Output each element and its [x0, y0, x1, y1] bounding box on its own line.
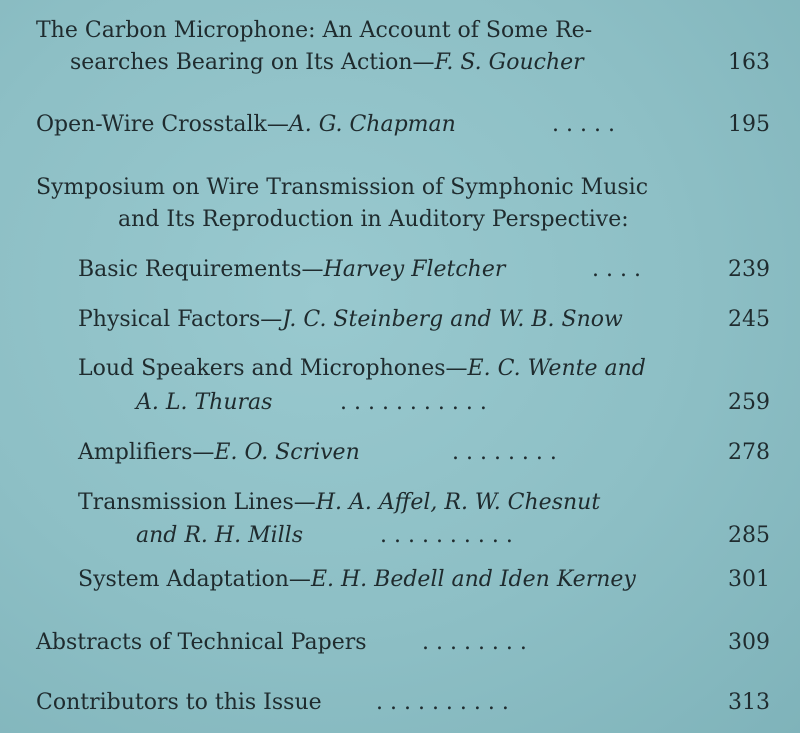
page-number: 239: [728, 257, 770, 282]
leader-dots: . . . . . . . . . .: [376, 690, 509, 715]
leader-dots: . . . . . . . .: [422, 630, 527, 655]
entry-title: searches Bearing on Its Action—: [70, 50, 435, 75]
entry-author: A. G. Chapman: [288, 112, 456, 137]
entry-title: Basic Requirements—: [78, 257, 324, 282]
page-number: 163: [728, 50, 770, 75]
entry-title: Loud Speakers and Microphones—: [78, 356, 468, 381]
leader-dots: . . . . .: [552, 112, 615, 137]
entry-author: J. C. Steinberg and W. B. Snow: [282, 307, 623, 332]
entry-author: Harvey Fletcher: [323, 257, 506, 282]
page-number: 301: [728, 567, 770, 592]
entry-author: F. S. Goucher: [434, 50, 584, 75]
page-number: 245: [728, 307, 770, 332]
entry-title: System Adaptation—: [78, 567, 311, 592]
entry-title: The Carbon Microphone: An Account of Some Re-: [36, 18, 593, 43]
entry-title: Contributors to this Issue: [36, 690, 322, 715]
entry-author: E. C. Wente and: [467, 356, 646, 381]
leader-dots: . . . . . . . . . .: [380, 523, 513, 548]
entry-title: Amplifiers—: [78, 440, 215, 465]
entry-title: Abstracts of Technical Papers: [36, 630, 367, 655]
page-number: 195: [728, 112, 770, 137]
entry-title: Open-Wire Crosstalk—: [36, 112, 289, 137]
leader-dots: . . . . . . . . . . .: [340, 390, 487, 415]
entry-title: Transmission Lines—: [78, 490, 316, 515]
page-number: 285: [728, 523, 770, 548]
entry-author: E. H. Bedell and Iden Kerney: [310, 567, 636, 592]
entry-title: Symposium on Wire Transmission of Symphonic Music: [36, 175, 649, 200]
entry-title: Physical Factors—: [78, 307, 283, 332]
entry-author: H. A. Affel, R. W. Chesnut: [315, 490, 601, 515]
entry-author: and R. H. Mills: [136, 523, 304, 548]
entry-author: A. L. Thuras: [136, 390, 273, 415]
page-number: 309: [728, 630, 770, 655]
page-number: 259: [728, 390, 770, 415]
entry-author: E. O. Scriven: [214, 440, 360, 465]
leader-dots: . . . .: [592, 257, 641, 282]
page-number: 278: [728, 440, 770, 465]
entry-title: and Its Reproduction in Auditory Perspective:: [118, 207, 629, 232]
page-number: 313: [728, 690, 770, 715]
leader-dots: . . . . . . . .: [452, 440, 557, 465]
